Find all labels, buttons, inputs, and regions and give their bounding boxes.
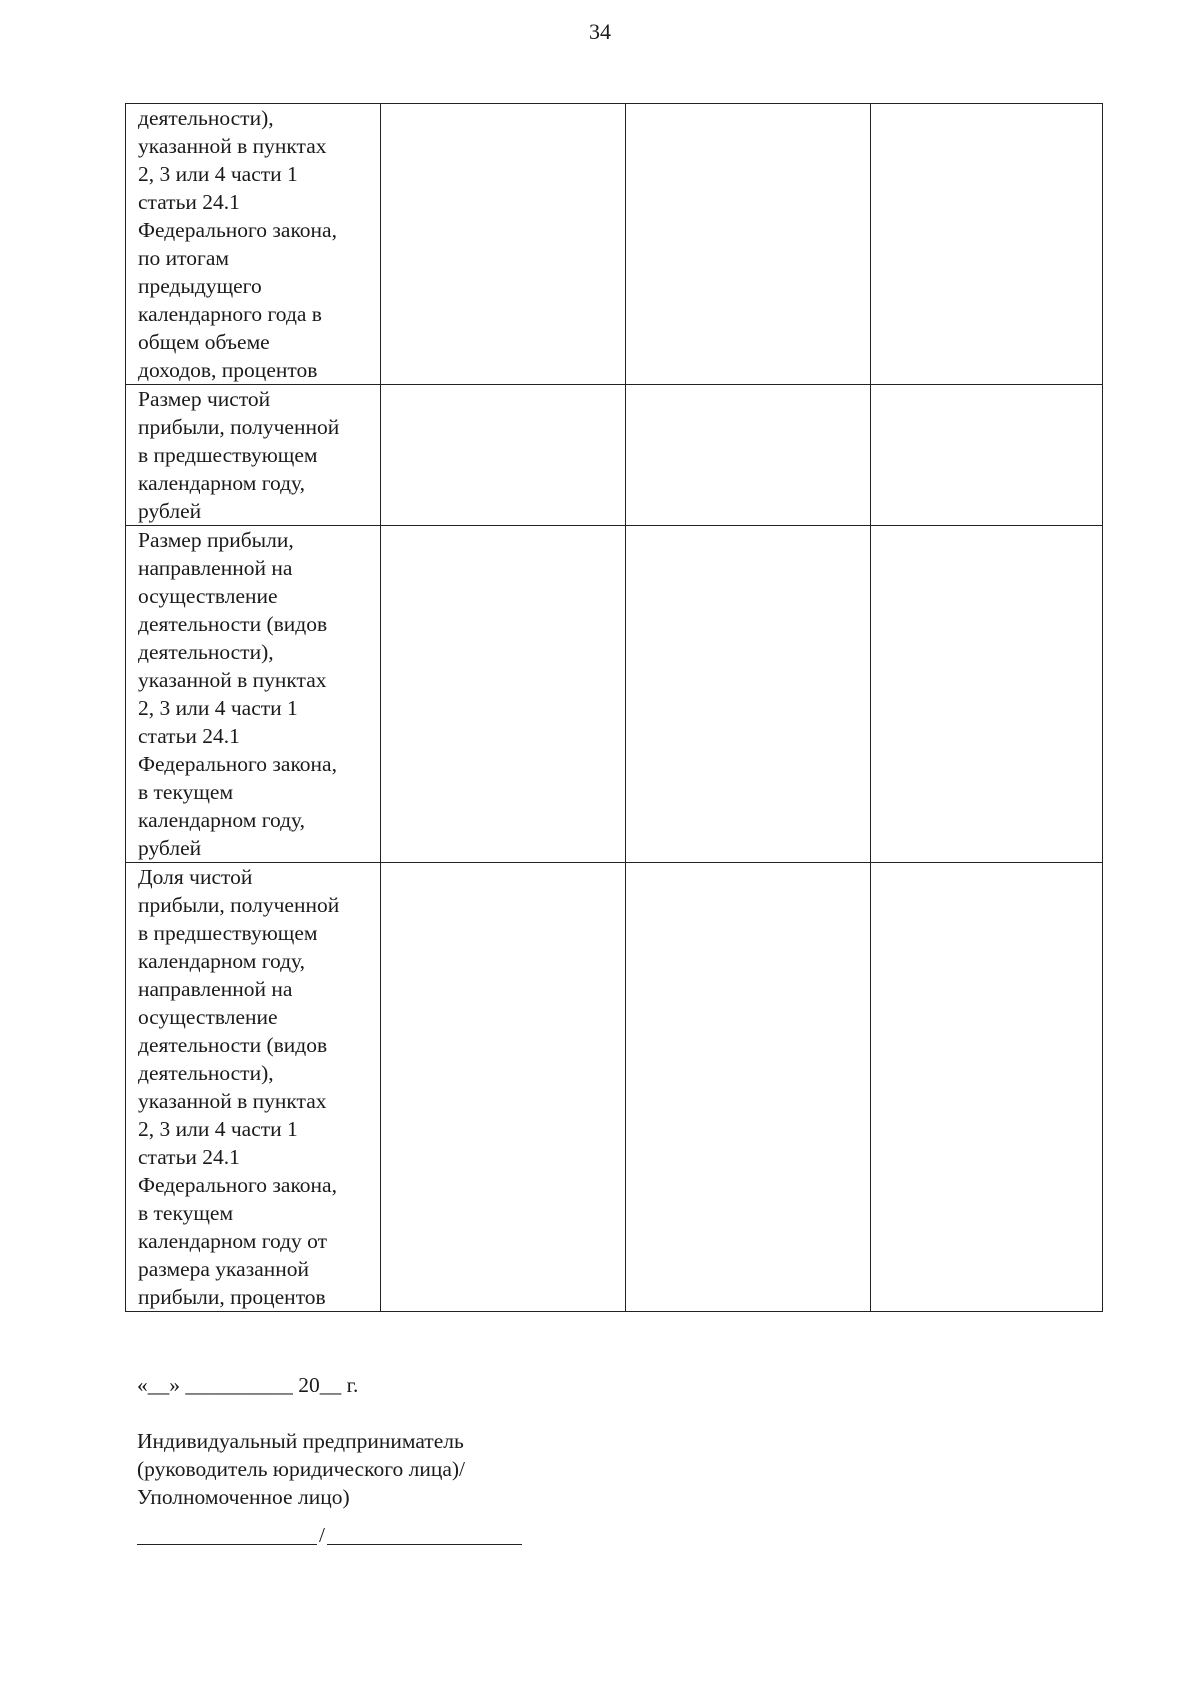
signature-separator: /: [319, 1523, 325, 1547]
value-cell: [871, 104, 1103, 385]
table-row: [126, 526, 1103, 863]
value-cell: [626, 104, 871, 385]
table-row: [126, 385, 1103, 526]
row-label: Размер прибыли, направленной на осуществление деятельности (видов деятельности), указанной в пунктах 2, 3 или 4 части 1 статьи 24.1 Федерального закона, в текущем календарном году, рублей: [138, 528, 337, 860]
value-cell: [626, 526, 871, 863]
signature-blank: [137, 1544, 317, 1545]
row-label-cell: [126, 104, 381, 385]
signature-line: [137, 1521, 522, 1549]
value-cell: [871, 385, 1103, 526]
row-label: Доля чистой прибыли, полученной в предшествующем календарном году, направленной на осуществление деятельности (видов деятельности), указанной в пунктах 2, 3 или 4 части 1 статьи 24.1 Федерального закона, в текущем календарном году от размера указанной прибыли, процентов: [138, 865, 340, 1309]
value-cell: [626, 385, 871, 526]
value-cell: [626, 863, 871, 1312]
row-label: Размер чистой прибыли, полученной в предшествующем календарном году, рублей: [138, 387, 340, 523]
indicators-table: [125, 103, 1103, 1312]
value-cell: [381, 526, 626, 863]
value-cell: [871, 526, 1103, 863]
row-label-cell: [126, 385, 381, 526]
value-cell: [381, 104, 626, 385]
page-number: 34: [589, 19, 611, 44]
value-cell: [381, 863, 626, 1312]
row-label: деятельности), указанной в пунктах 2, 3 или 4 части 1 статьи 24.1 Федерального закона, по итогам предыдущего календарного года в общем объеме доходов, процентов: [138, 106, 337, 382]
name-blank: [327, 1544, 522, 1545]
value-cell: [871, 863, 1103, 1312]
date-line: «__» __________ 20__ г.: [137, 1373, 359, 1397]
row-label-cell: [126, 863, 381, 1312]
row-label-cell: [126, 526, 381, 863]
value-cell: [381, 385, 626, 526]
signer-title: Индивидуальный предприниматель (руководитель юридического лица)/ Уполномоченное лицо): [137, 1429, 466, 1509]
table-row: [126, 863, 1103, 1312]
table-row: [126, 104, 1103, 385]
